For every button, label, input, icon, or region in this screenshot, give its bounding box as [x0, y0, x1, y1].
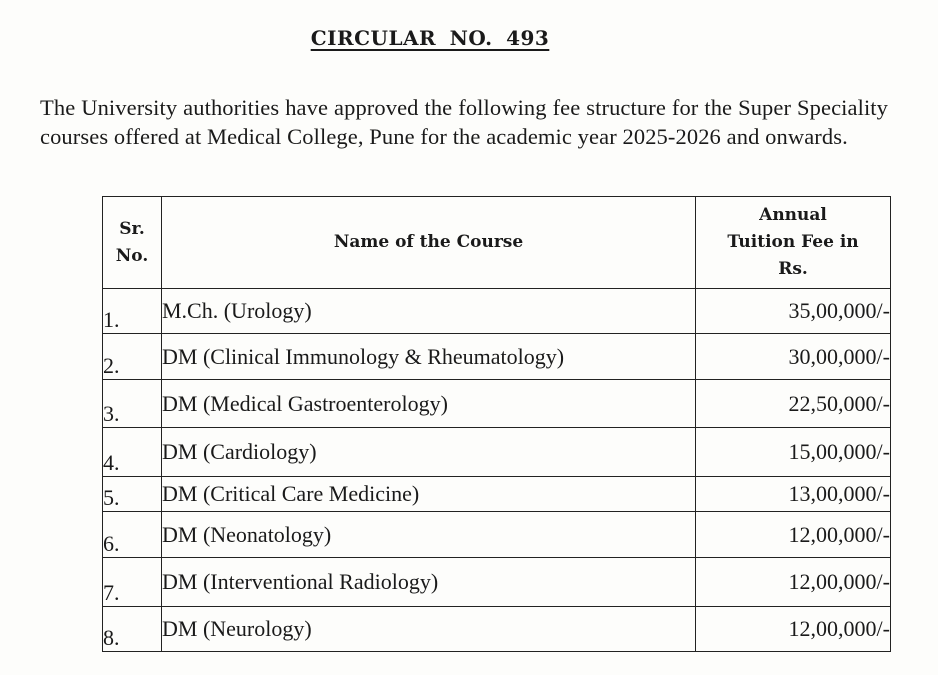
row-fee: 22,50,000/- [696, 380, 891, 428]
fee-structure-table [102, 196, 891, 652]
row-fee: 13,00,000/- [696, 477, 891, 512]
row-sr-no: 6. [103, 512, 162, 558]
table-row [103, 607, 891, 652]
row-course-name: DM (Neonatology) [162, 512, 696, 558]
row-sr-no: 3. [103, 380, 162, 428]
header-course-name: Name of the Course [162, 197, 696, 289]
row-course-name: DM (Neurology) [162, 607, 696, 652]
row-fee: 12,00,000/- [696, 607, 891, 652]
row-sr-no: 8. [103, 607, 162, 652]
row-course-name: DM (Clinical Immunology & Rheumatology) [162, 334, 696, 380]
circular-title-text: CIRCULAR NO. 493 [310, 26, 550, 50]
row-sr-no: 7. [103, 558, 162, 607]
table-row [103, 477, 891, 512]
table-header-row [103, 197, 891, 289]
row-sr-no: 1. [103, 289, 162, 334]
intro-paragraph: The University authorities have approved the following fee structure for the Super Speciality courses offered at Medical College, Pune for the academic year 2025-2026 and onwards. [40, 95, 888, 149]
row-course-name: DM (Critical Care Medicine) [162, 477, 696, 512]
table-row [103, 289, 891, 334]
row-fee: 12,00,000/- [696, 512, 891, 558]
row-sr-no: 2. [103, 334, 162, 380]
table-row [103, 558, 891, 607]
row-course-name: DM (Medical Gastroenterology) [162, 380, 696, 428]
row-sr-no: 5. [103, 477, 162, 512]
row-course-name: M.Ch. (Urology) [162, 289, 696, 334]
row-course-name: DM (Interventional Radiology) [162, 558, 696, 607]
row-course-name: DM (Cardiology) [162, 428, 696, 477]
header-annual-fee: Annual Tuition Fee in Rs. [696, 197, 891, 289]
row-fee: 12,00,000/- [696, 558, 891, 607]
table-row [103, 512, 891, 558]
table-row [103, 334, 891, 380]
table-row [103, 380, 891, 428]
row-fee: 35,00,000/- [696, 289, 891, 334]
header-sr-no: Sr. No. [103, 197, 162, 289]
row-sr-no: 4. [103, 428, 162, 477]
table-row [103, 428, 891, 477]
row-fee: 30,00,000/- [696, 334, 891, 380]
circular-title [0, 26, 860, 50]
row-fee: 15,00,000/- [696, 428, 891, 477]
